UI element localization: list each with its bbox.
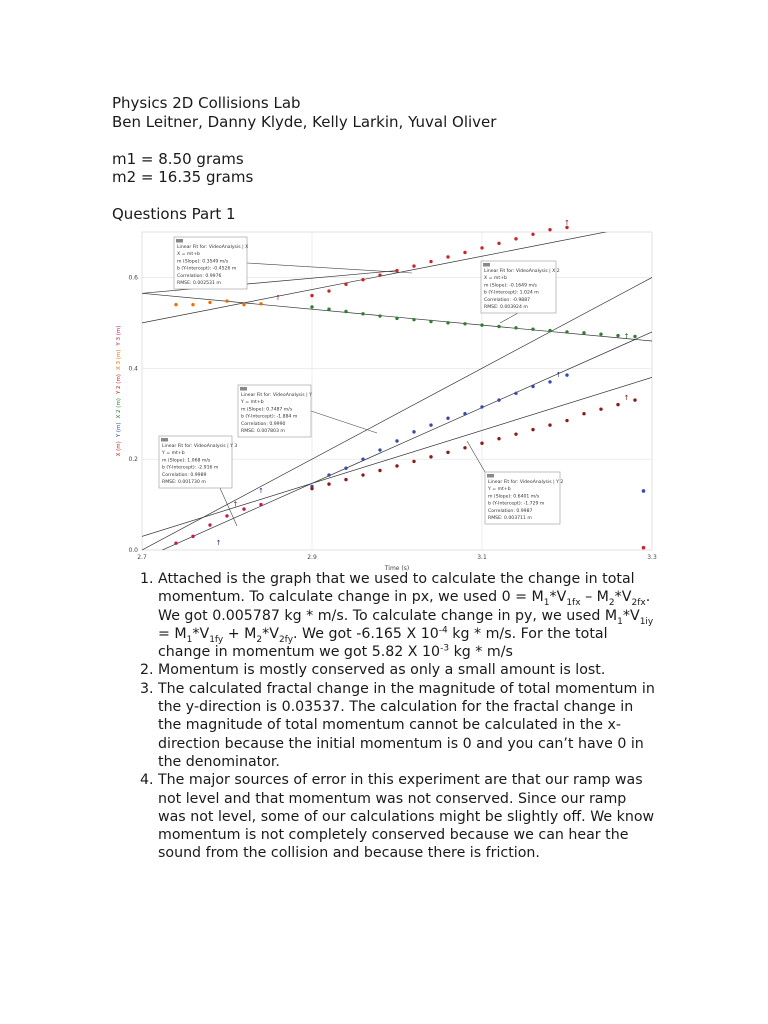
question-2: 2. Momentum is mostly conserved as only a small amount is lost. bbox=[158, 661, 658, 679]
data-point-y bbox=[565, 373, 568, 376]
question-4: 4. The major sources of error in this experiment are that our ramp was not level and that momentum was not conserved. Since our ramp was not level, some of our calculations might be slightly off. We know momentum is not completely conserved because we can hear the sound from the collision and because there is friction. bbox=[158, 771, 658, 862]
data-point-y2 bbox=[548, 423, 551, 426]
cursor-arrow-marker: ↑ bbox=[555, 371, 562, 380]
x-tick-label: 2.7 bbox=[137, 554, 147, 561]
data-point-y3 bbox=[191, 535, 194, 538]
data-point-y bbox=[463, 412, 466, 415]
y-axis-label-part: Y 3 (m) bbox=[116, 325, 122, 346]
data-point-x3 bbox=[242, 303, 245, 306]
data-point-x bbox=[361, 278, 364, 281]
fit-box-line: b (Y-Intercept): 1.024 m bbox=[484, 290, 539, 296]
data-point-y2 bbox=[616, 403, 619, 406]
data-point-y bbox=[480, 405, 483, 408]
data-point-y3 bbox=[259, 503, 262, 506]
data-point-y2 bbox=[310, 487, 313, 490]
fit-box-line: RMSE: 0.001730 m bbox=[162, 480, 206, 485]
questions-list bbox=[118, 570, 658, 863]
fit-box-line: m (Slope): -0.1649 m/s bbox=[484, 283, 537, 289]
data-point-x bbox=[531, 233, 534, 236]
y-axis-label bbox=[116, 326, 122, 457]
data-point-x2 bbox=[446, 321, 449, 324]
data-point-y bbox=[412, 430, 415, 433]
fit-box-handle-icon bbox=[176, 239, 183, 243]
data-point-x2 bbox=[361, 312, 364, 315]
fit-box-line: b (Y-Intercept): -1.729 m bbox=[488, 501, 545, 507]
data-point-y bbox=[429, 423, 432, 426]
y-axis-label-part: X (m) bbox=[116, 441, 122, 457]
data-point-y2 bbox=[514, 432, 517, 435]
data-point-y2 bbox=[361, 473, 364, 476]
fit-box bbox=[481, 261, 560, 313]
fit-box-line: RMSE: 0.003711 m bbox=[488, 516, 532, 521]
data-point-x2 bbox=[531, 328, 534, 331]
data-point-x bbox=[395, 269, 398, 272]
cursor-arrow-marker: ↑ bbox=[623, 332, 630, 341]
mass-2: m2 = 16.35 grams bbox=[112, 168, 254, 186]
y-axis-label-part: Y 2 (m) bbox=[116, 374, 122, 395]
fit-box bbox=[485, 472, 563, 524]
data-point-x2 bbox=[582, 331, 585, 334]
cursor-arrow-marker: ↑ bbox=[258, 486, 264, 495]
data-point-y2 bbox=[344, 478, 347, 481]
data-point-y bbox=[548, 380, 551, 383]
fit-box-line: X = mt+b bbox=[177, 252, 200, 258]
fit-box-line: Y = mt+b bbox=[162, 451, 185, 457]
data-point-x2 bbox=[463, 322, 466, 325]
data-point-y2 bbox=[565, 419, 568, 422]
data-point-x bbox=[497, 242, 500, 245]
fit-box-handle-icon bbox=[240, 387, 247, 391]
data-point-y2 bbox=[582, 412, 585, 415]
y-tick-label: 0.2 bbox=[128, 456, 138, 464]
fit-box-line: Correlation: 0.9989 bbox=[162, 472, 207, 478]
data-point-y3 bbox=[174, 541, 177, 544]
fit-box-line: m (Slope): 0.7487 m/s bbox=[241, 407, 293, 413]
fit-box-line: RMSE: 0.002531 m bbox=[177, 281, 221, 286]
fit-box-line: Linear Fit for: VideoAnalysis | X 2 bbox=[484, 269, 560, 274]
section-heading: Questions Part 1 bbox=[112, 205, 236, 223]
fit-box-line: m (Slope): 1.068 m/s bbox=[162, 458, 211, 464]
data-point-y3 bbox=[242, 507, 245, 510]
data-point-x2 bbox=[565, 330, 568, 333]
cursor-arrow-marker: ↑ bbox=[232, 500, 239, 509]
cursor-arrow-marker: ↑ bbox=[564, 218, 570, 227]
fit-box-handle-icon bbox=[483, 263, 490, 267]
data-point-x3 bbox=[174, 303, 177, 306]
fit-box-line: b (Y-Intercept): -0.4526 m bbox=[177, 266, 237, 272]
fit-box-line: X = mt+b bbox=[484, 276, 507, 282]
data-point-y2 bbox=[395, 464, 398, 467]
data-point-y bbox=[514, 392, 517, 395]
data-point-x2 bbox=[327, 308, 330, 311]
fit-box bbox=[238, 385, 312, 437]
data-point-y bbox=[361, 457, 364, 460]
mass-1: m1 = 8.50 grams bbox=[112, 149, 244, 168]
data-point-x2 bbox=[412, 318, 415, 321]
data-point-x3 bbox=[259, 302, 262, 305]
data-point-x3 bbox=[191, 303, 194, 306]
data-point-y bbox=[327, 473, 330, 476]
data-point-y bbox=[446, 417, 449, 420]
data-point-y2 bbox=[633, 398, 636, 401]
x-tick-label: 3.3 bbox=[647, 554, 657, 561]
data-point-x2 bbox=[378, 314, 381, 317]
fit-box-line: RMSE: 0.007803 m bbox=[241, 429, 285, 434]
fit-box-line: Correlation: 0.9976 bbox=[177, 273, 222, 279]
cursor-arrow-marker: ↑ bbox=[215, 539, 222, 548]
data-point-x3 bbox=[208, 301, 211, 304]
fit-box bbox=[174, 237, 248, 289]
data-point-x3 bbox=[225, 299, 228, 302]
fit-box-line: m (Slope): 0.3549 m/s bbox=[177, 259, 229, 265]
data-point-x bbox=[548, 228, 551, 231]
data-point-y bbox=[497, 398, 500, 401]
fit-box-line: Linear Fit for: VideoAnalysis | Y 3 bbox=[162, 444, 238, 449]
document-header bbox=[112, 94, 496, 224]
position-time-chart bbox=[112, 218, 657, 573]
fit-box-line: Y = mt+b bbox=[241, 400, 264, 406]
data-point-x2 bbox=[344, 310, 347, 313]
x-tick-label: 3.1 bbox=[477, 554, 487, 561]
fit-box-line: m (Slope): 0.6401 m/s bbox=[488, 494, 540, 500]
fit-box-line: Correlation: 0.9990 bbox=[241, 421, 286, 427]
data-point-x2 bbox=[429, 320, 432, 323]
data-point-y bbox=[395, 439, 398, 442]
data-point-y2 bbox=[463, 446, 466, 449]
cursor-arrow-marker: ↑ bbox=[275, 293, 281, 302]
fit-box-line: b (Y-Intercept): -1.884 m bbox=[241, 414, 298, 420]
marker-point bbox=[642, 489, 646, 493]
data-point-x bbox=[378, 273, 381, 276]
data-point-y3 bbox=[208, 523, 211, 526]
fit-box-line: Correlation: 0.9987 bbox=[488, 508, 533, 514]
data-point-y2 bbox=[446, 451, 449, 454]
data-point-x bbox=[463, 251, 466, 254]
data-point-y2 bbox=[531, 428, 534, 431]
y-tick-label: 0.4 bbox=[128, 365, 138, 373]
data-point-x2 bbox=[310, 305, 313, 308]
data-point-x bbox=[429, 260, 432, 263]
data-point-x2 bbox=[616, 334, 619, 337]
fit-box-line: Correlation: -0.9887 bbox=[484, 297, 531, 303]
marker-point bbox=[642, 546, 646, 550]
question-1: 1. Attached is the graph that we used to calculate the change in total momentum. To calculate change in px, we used $0 = M_1*V_{1fx} - M_2*V_{2fx}$. We got 0.005787 kg * m/s. To calculate change in py, we used $M_1*V_{1iy} = M_1*V_{1fy} + M_2*V_{2fy}$. We got -6.165 X $10^{-4}$ kg * m/s. For the total change in momentum we got 5.82 X $10^{-3}$ kg * m/s bbox=[158, 570, 658, 661]
data-point-y2 bbox=[497, 437, 500, 440]
data-point-x2 bbox=[599, 333, 602, 336]
y-tick-label: 0.0 bbox=[128, 547, 138, 554]
y-axis-label-part: Y (m) bbox=[116, 422, 122, 438]
data-point-x bbox=[310, 294, 313, 297]
data-point-x2 bbox=[497, 325, 500, 328]
data-point-x2 bbox=[514, 326, 517, 329]
fit-box-line: Linear Fit for: VideoAnalysis | X bbox=[177, 245, 249, 250]
data-point-x bbox=[412, 264, 415, 267]
data-point-x bbox=[327, 289, 330, 292]
cursor-arrow-marker: ↑ bbox=[623, 393, 630, 402]
fit-box-line: Y = mt+b bbox=[488, 487, 511, 493]
fit-box-line: RMSE: 0.003924 m bbox=[484, 305, 528, 310]
data-point-x bbox=[480, 246, 483, 249]
fit-box-line: b (Y-Intercept): -2.916 m bbox=[162, 465, 219, 471]
fit-box-handle-icon bbox=[161, 438, 168, 442]
data-point-x bbox=[446, 255, 449, 258]
data-point-y bbox=[378, 448, 381, 451]
fit-box-handle-icon bbox=[487, 474, 494, 478]
data-point-y3 bbox=[225, 514, 228, 517]
fit-box-line: Linear Fit for: VideoAnalysis | Y 2 bbox=[488, 480, 564, 485]
x-axis-label: Time (s) bbox=[384, 565, 410, 572]
data-point-x2 bbox=[633, 335, 636, 338]
data-point-y bbox=[344, 467, 347, 470]
data-point-x bbox=[514, 237, 517, 240]
data-point-y2 bbox=[412, 460, 415, 463]
data-point-y2 bbox=[327, 482, 330, 485]
data-point-y bbox=[531, 385, 534, 388]
y-tick-label: 0.6 bbox=[128, 274, 138, 282]
y-axis-label-part: X 3 (m) bbox=[116, 349, 122, 371]
data-point-y2 bbox=[429, 455, 432, 458]
x-tick-label: 2.9 bbox=[307, 554, 317, 561]
data-point-x bbox=[344, 283, 347, 286]
fit-box-line: Linear Fit for: VideoAnalysis | Y bbox=[241, 393, 312, 398]
y-axis-label-part: X 2 (m) bbox=[116, 398, 122, 419]
fit-box bbox=[159, 436, 237, 488]
author-list: Ben Leitner, Danny Klyde, Kelly Larkin, Yuval Oliver bbox=[112, 112, 497, 131]
data-point-x2 bbox=[548, 329, 551, 332]
document-title: Physics 2D Collisions Lab bbox=[112, 94, 301, 112]
question-3: 3. The calculated fractal change in the magnitude of total momentum in the y-direction is 0.03537. The calculation for the fractal change in the magnitude of total momentum cannot be calculated in the x-direction because the initial momentum is 0 and you can’t have 0 in the denominator. bbox=[158, 680, 658, 771]
chart-svg bbox=[112, 218, 657, 573]
data-point-y2 bbox=[480, 442, 483, 445]
data-point-x2 bbox=[480, 323, 483, 326]
data-point-y2 bbox=[599, 407, 602, 410]
data-point-y2 bbox=[378, 469, 381, 472]
data-point-x2 bbox=[395, 317, 398, 320]
